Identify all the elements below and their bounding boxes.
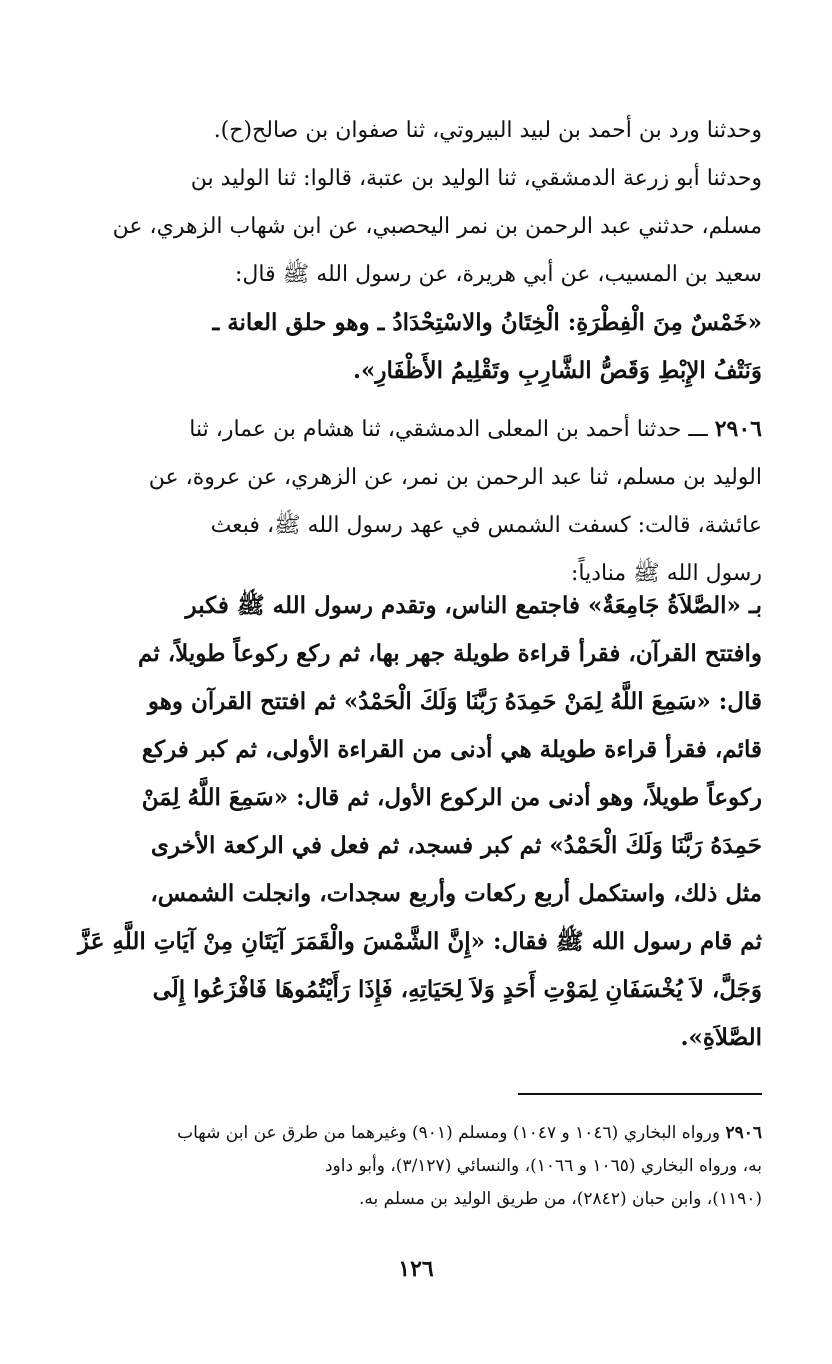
text-span: ـــ حدثنا أحمد بن المعلى الدمشقي، ثنا هشام بن عمار، ثنا [189, 417, 708, 442]
hadith-text-line: قال: «سَمِعَ اللَّهُ لِمَنْ حَمِدَهُ رَبَّنَا وَلَكَ الْحَمْدُ» ثم افتتح القرآن وهو [147, 688, 762, 715]
footnote-divider [518, 1093, 762, 1095]
hadith-text-line: مثل ذلك، واستكمل أربع ركعات وأربع سجدات، وانجلت الشمس، [150, 880, 762, 907]
hadith-text-line: وَجَلَّ، لاَ يُخْسَفَانِ لِمَوْتِ أَحَدٍ وَلاَ لِحَيَاتِهِ، فَإِذَا رَأَيْتُمُوهَا فَافْزَعُوا إِلَى [152, 976, 762, 1003]
text-line: الوليد بن مسلم، ثنا عبد الرحمن بن نمر، عن الزهري، عن عروة، عن [148, 465, 762, 490]
hadith-text-line: ثم قام رسول الله ﷺ فقال: «إِنَّ الشَّمْسَ والْقَمَرَ آيَتَانِ مِنْ آيَاتِ اللَّهِ عَزَّ [78, 928, 762, 955]
hadith-text-line: بـ «الصَّلاَةُ جَامِعَةٌ» فاجتمع الناس، وتقدم رسول الله ﷺ فكبر [185, 592, 762, 619]
text-line: رسول الله ﷺ منادياً: [570, 561, 762, 586]
page-number: ١٢٦ [398, 1256, 434, 1282]
text-line: عائشة، قالت: كسفت الشمس في عهد رسول الله ﷺ، فبعث [210, 513, 762, 538]
hadith-text-line: وافتتح القرآن، فقرأ قراءة طويلة جهر بها، ثم ركع ركوعاً طويلاً، ثم [138, 640, 762, 667]
isnad-block-2 [70, 405, 762, 598]
text-line [70, 405, 762, 454]
hadith-text-line: حَمِدَهُ رَبَّنَا وَلَكَ الْحَمْدُ» ثم كبر فسجد، ثم فعل في الركعة الأخرى [150, 832, 762, 859]
hadith-text-line: «خَمْسٌ مِنَ الْفِطْرَةِ: الْخِتَانُ والاسْتِحْدَادُ ـ وهو حلق العانة ـ [212, 309, 762, 336]
footnote [70, 1117, 762, 1216]
text-line: وحدثنا ورد بن أحمد بن لبيد البيروتي، ثنا صفوان بن صالح(ح). [213, 118, 762, 143]
text-line: مسلم، حدثني عبد الرحمن بن نمر اليحصبي، عن ابن شهاب الزهري، عن [112, 214, 762, 239]
text-span: ورواه البخاري (١٠٤٦ و ١٠٤٧) ومسلم (٩٠١) وغيرهما من طرق عن ابن شهاب [177, 1123, 721, 1143]
isnad-block-1 [70, 107, 762, 395]
hadith-matn-block [70, 582, 762, 1062]
hadith-text-line: الصَّلاَةِ». [680, 1024, 762, 1051]
footnote-line: به، ورواه البخاري (١٠٦٥ و ١٠٦٦)، والنسائي (٣/١٢٧)، وأبو داود [324, 1156, 762, 1176]
hadith-number: ٢٩٠٦ [714, 416, 762, 442]
text-line: وحدثنا أبو زرعة الدمشقي، ثنا الوليد بن عتبة، قالوا: ثنا الوليد بن [190, 166, 762, 191]
footnote-number: ٢٩٠٦ [725, 1123, 762, 1143]
hadith-text-line: قائم، فقرأ قراءة طويلة هي أدنى من القراءة الأولى، ثم كبر فركع [141, 736, 762, 763]
text-line: سعيد بن المسيب، عن أبي هريرة، عن رسول الله ﷺ قال: [235, 262, 762, 287]
footnote-line: (١١٩٠)، وابن حبان (٢٨٤٢)، من طريق الوليد بن مسلم به. [358, 1189, 762, 1209]
hadith-text-line: وَنَتْفُ الإِبْطِ وَقَصُّ الشَّارِبِ وتَقْلِيمُ الأَظْفَارِ». [353, 357, 762, 384]
footnote-line [70, 1117, 762, 1150]
hadith-text-line: ركوعاً طويلاً، وهو أدنى من الركوع الأول، ثم قال: «سَمِعَ اللَّهُ لِمَنْ [141, 784, 762, 811]
